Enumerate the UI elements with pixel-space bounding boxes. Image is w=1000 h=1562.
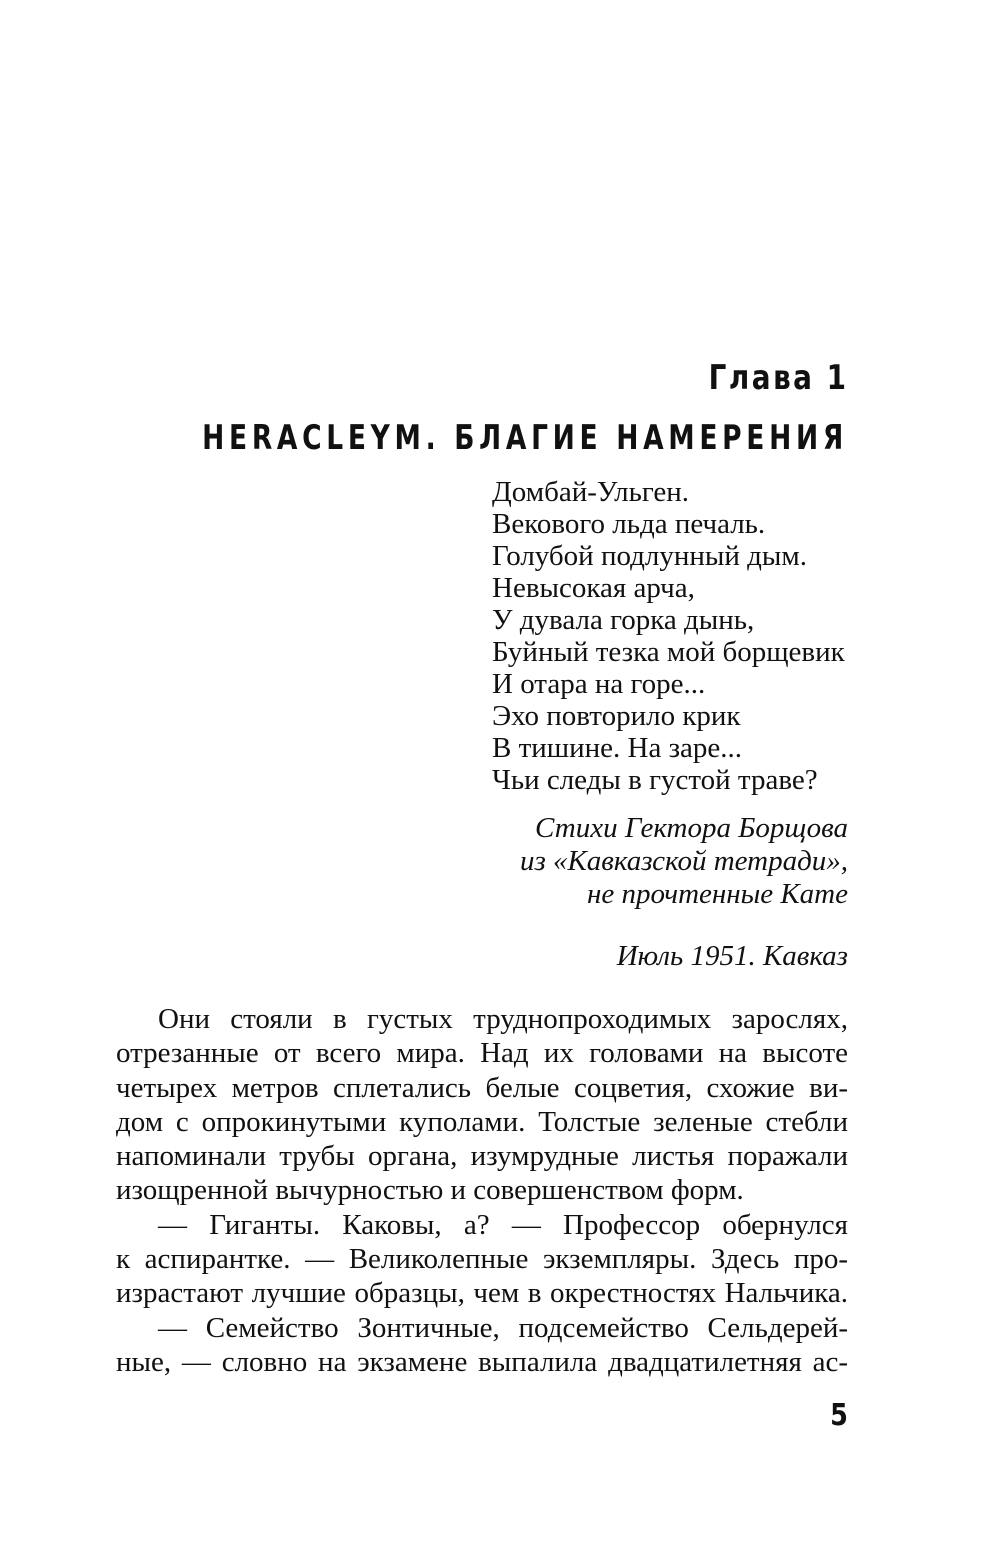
poem-line: Чьи следы в густой траве? <box>492 764 818 796</box>
chapter-title: HERACLEYM. БЛАГИЕ НАМЕРЕНИЯ <box>202 418 848 458</box>
attribution-line: Стихи Гектора Борщова <box>535 812 848 844</box>
body-line: изощренной вычурностью и совершенством форм. <box>116 1174 744 1207</box>
body-line: — Семейство Зонтичные, подсемейство Сельдерей- <box>158 1311 848 1344</box>
body-line: к аспирантке. — Великолепные экземпляры. Здесь про- <box>116 1243 848 1276</box>
body-line: — Гиганты. Каковы, а? — Профессор обернулся <box>158 1208 848 1241</box>
body-line: четырех метров сплетались белые соцветия, схожие ви- <box>116 1071 848 1104</box>
dateline: Июль 1951. Кавказ <box>616 940 848 972</box>
poem-line: У дувала горка дынь, <box>492 604 755 636</box>
poem-line: Векового льда печаль. <box>492 508 766 540</box>
attribution-line: из «Кавказской тетради», <box>519 845 848 877</box>
poem-line: Невысокая арча, <box>492 572 695 604</box>
body-line: израстают лучшие образцы, чем в окрестностях Нальчика. <box>116 1277 848 1310</box>
poem-line: Буйный тезка мой борщевик <box>492 636 845 668</box>
poem-line: Голубой подлунный дым. <box>492 540 807 572</box>
body-text <box>116 1002 848 1379</box>
poem-line: И отара на горе... <box>492 668 706 700</box>
epigraph-poem <box>492 476 845 796</box>
poem-line: В тишине. На заре... <box>492 732 743 764</box>
poem-line: Домбай-Ульген. <box>492 476 689 508</box>
body-line: отрезанные от всего мира. Над их головами на высоте <box>116 1037 848 1070</box>
attribution-line: не прочтенные Кате <box>586 878 848 910</box>
page-number: 5 <box>830 1398 848 1433</box>
chapter-label: Глава 1 <box>708 358 848 398</box>
epigraph-attribution <box>520 812 848 911</box>
body-line: дом с опрокинутыми куполами. Толстые зеленые стебли <box>116 1105 848 1138</box>
body-line: Они стояли в густых труднопроходимых зарослях, <box>158 1003 848 1035</box>
body-line: ные, — словно на экзамене выпалила двадцатилетняя ас- <box>116 1345 848 1378</box>
body-line: напоминали трубы органа, изумрудные листья поражали <box>116 1140 848 1173</box>
poem-line: Эхо повторило крик <box>492 700 741 732</box>
